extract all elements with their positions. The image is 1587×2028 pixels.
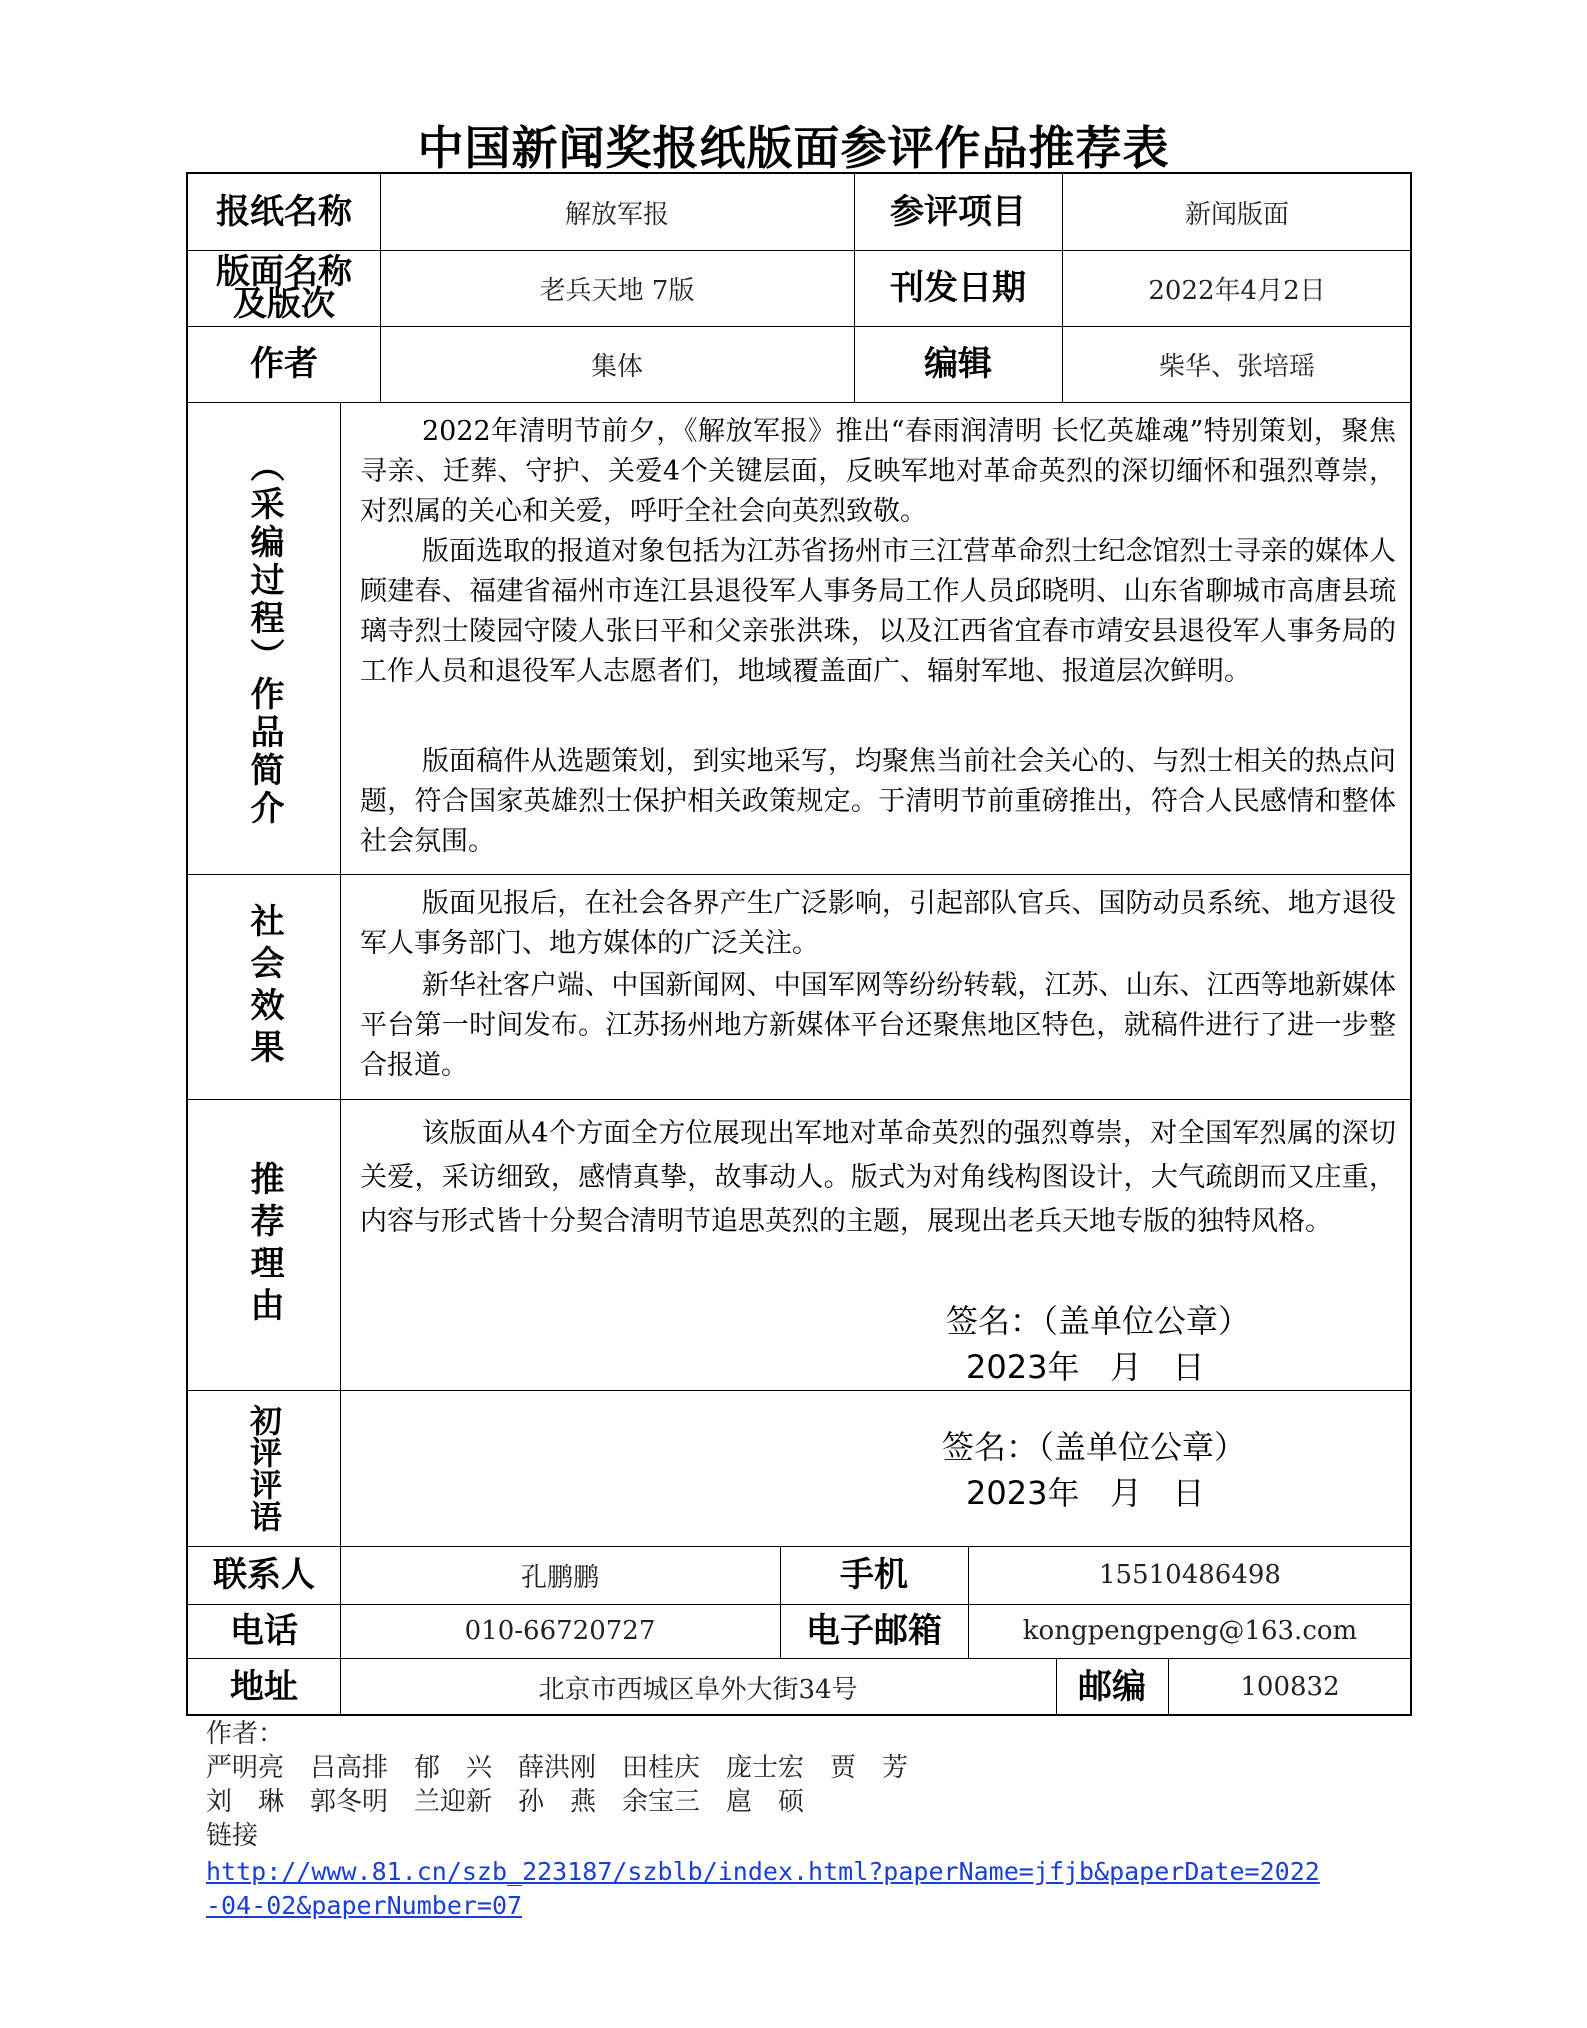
publish-date-value: 2022年4月2日 [1148, 275, 1326, 306]
footer-link-label: 链接 [206, 1821, 259, 1851]
label-page-name-line1: 版面名称 [216, 252, 352, 292]
label-entry-item: 参评项目 [890, 192, 1026, 232]
label-mobile: 手机 [840, 1555, 908, 1595]
label-intro-main: 作品简介 [244, 676, 284, 828]
recommendation-form [186, 172, 1412, 1716]
label-zip: 邮编 [1078, 1667, 1146, 1707]
address-value: 北京市西城区阜外大街34号 [538, 1674, 858, 1705]
label-phone: 电话 [230, 1611, 298, 1651]
label-contact-person: 联系人 [213, 1555, 315, 1595]
zip-value: 100832 [1240, 1672, 1340, 1702]
label-intro [188, 402, 340, 874]
form-title: 中国新闻奖报纸版面参评作品推荐表 [417, 121, 1170, 175]
effect-paragraph-1: 版面见报后，在社会各界产生广泛影响，引起部队官兵、国防动员系统、地方退役军人事务部门、地方媒体的广泛关注。 [360, 888, 1396, 959]
label-review [188, 1390, 340, 1546]
label-page-name-line2: 及版次 [233, 284, 335, 324]
effect-paragraph-2: 新华社客户端、中国新闻网、中国军网等纷纷转载，江苏、山东、江西等地新媒体平台第一时间发布。江苏扬州地方新媒体平台还聚焦地区特色，就稿件进行了进一步整合报道。 [360, 970, 1396, 1081]
phone-value: 010-66720727 [464, 1616, 656, 1646]
mobile-value: 15510486498 [1099, 1560, 1281, 1590]
label-social-effect-text: 社会效果 [244, 902, 284, 1071]
intro-paragraph-3: 版面稿件从选题策划，到实地采写，均聚焦当前社会关心的、与烈士相关的热点问题，符合国家英雄烈士保护相关政策规定。于清明节前重磅推出，符合人民感情和整体社会氛围。 [360, 746, 1396, 857]
review-signature: 签名：（盖单位公章） [942, 1428, 1247, 1466]
author-value: 集体 [590, 351, 643, 382]
label-reason-text: 推荐理由 [244, 1160, 284, 1329]
page-value: 老兵天地 7版 [539, 275, 695, 306]
label-publish-date: 刊发日期 [890, 268, 1026, 308]
label-reason [188, 1099, 340, 1390]
footer-link-line1[interactable]: http://www.81.cn/szb_223187/szblb/index.html?paperName=jfjb&paperDate=2022 [206, 1857, 1320, 1886]
reason-paragraph: 该版面从4个方面全方位展现出军地对革命英烈的强烈尊崇，对全国军烈属的深切关爱，采访细致，感情真挚，故事动人。版式为对角线构图设计，大气疏朗而又庄重，内容与形式皆十分契合清明节追思英烈的主题，展现出老兵天地专版的独特风格。 [360, 1118, 1396, 1237]
label-review-text: 初评评语 [245, 1404, 283, 1532]
label-page-name [188, 250, 380, 326]
footer-link-line2[interactable]: -04-02&paperNumber=07 [206, 1891, 523, 1920]
label-editor: 编辑 [924, 344, 992, 384]
footer-authors-line2: 刘 琳 郭冬明 兰迎新 孙 燕 余宝三 扈 硕 [206, 1787, 805, 1817]
footer-authors-label: 作者： [206, 1719, 285, 1749]
reason-signature: 签名：（盖单位公章） [946, 1302, 1251, 1340]
entry-item-value: 新闻版面 [1184, 199, 1289, 230]
intro-paragraph-1: 2022年清明节前夕，《解放军报》推出“春雨润清明 长忆英雄魂”特别策划，聚焦寻亲、迁葬、守护、关爱4个关键层面，反映军地对革命英烈的深切缅怀和强烈尊崇，对烈属的关心和关爱，呼吁全社会向英烈致敬。 [360, 416, 1396, 527]
email-value: kongpengpeng@163.com [1022, 1616, 1358, 1646]
editor-value: 柴华、张培瑶 [1158, 351, 1315, 382]
newspaper-value: 解放军报 [564, 199, 669, 230]
label-intro-sub: （采编过程） [244, 448, 284, 676]
label-social-effect [188, 874, 340, 1099]
review-date: 2023年 月 日 [966, 1474, 1205, 1512]
label-email: 电子邮箱 [806, 1611, 942, 1651]
contact-person-value: 孔鹏鹏 [520, 1562, 599, 1593]
label-address: 地址 [230, 1667, 298, 1707]
footer-authors-line1: 严明亮 吕高排 郁 兴 薛洪刚 田桂庆 庞士宏 贾 芳 [206, 1753, 909, 1783]
intro-paragraph-2: 版面选取的报道对象包括为江苏省扬州市三江营革命烈士纪念馆烈士寻亲的媒体人顾建春、福建省福州市连江县退役军人事务局工作人员邱晓明、山东省聊城市高唐县琉璃寺烈士陵园守陵人张曰平和父亲张洪珠，以及江西省宜春市靖安县退役军人事务局的工作人员和退役军人志愿者们，地域覆盖面广、辐射军地、报道层次鲜明。 [360, 536, 1396, 687]
reason-date: 2023年 月 日 [966, 1348, 1205, 1386]
label-author: 作者 [250, 344, 318, 384]
label-newspaper: 报纸名称 [216, 192, 352, 232]
